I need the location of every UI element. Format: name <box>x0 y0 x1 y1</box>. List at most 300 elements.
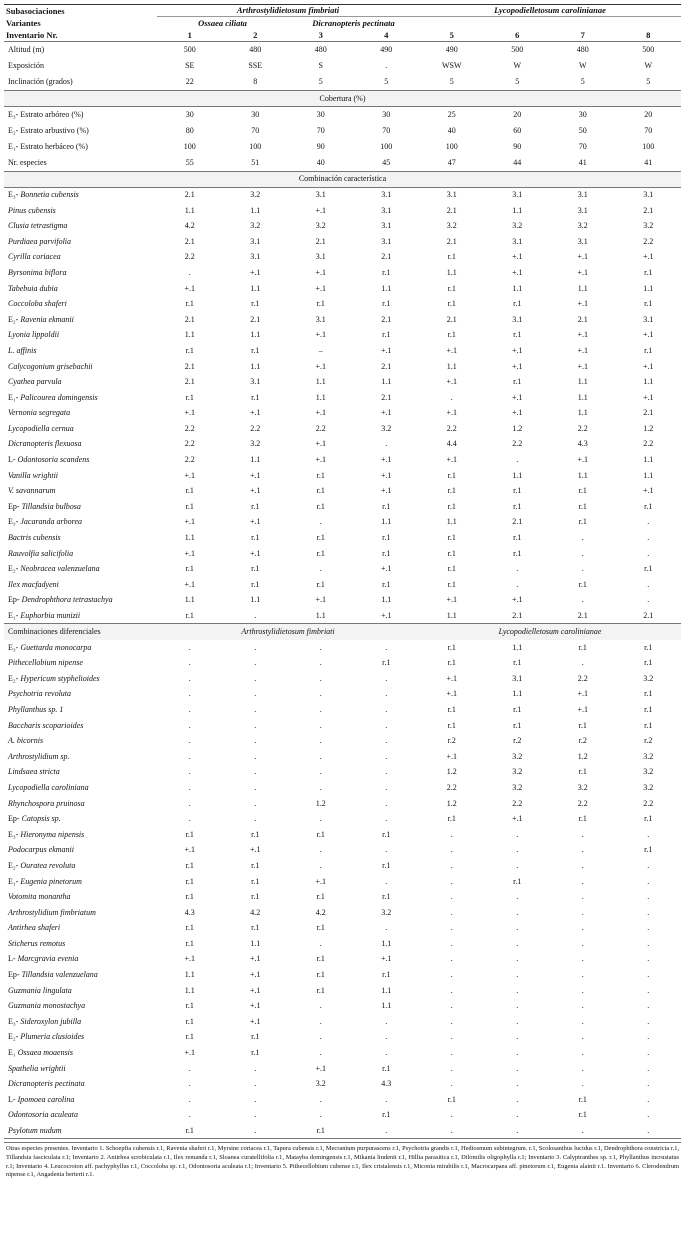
cover-value: +.1 <box>446 751 457 761</box>
cover-value: 30 <box>578 109 587 119</box>
cover-value: +.1 <box>577 689 588 699</box>
cover-value: 2.1 <box>381 392 392 402</box>
cover-value: . <box>516 1094 519 1104</box>
species-cell <box>4 983 157 999</box>
cover-value: r.1 <box>513 548 522 558</box>
cover-value: 2.2 <box>184 423 195 433</box>
species-cell <box>4 561 157 577</box>
cover-value: . <box>254 767 257 777</box>
cover-value: . <box>647 1110 650 1120</box>
species-name: Lindsaea stricta <box>8 767 60 777</box>
species-cell <box>4 203 157 219</box>
cover-value: 3.1 <box>381 205 392 215</box>
species-name: L. affinis <box>8 345 37 355</box>
cover-value: 3.2 <box>381 423 392 433</box>
cover-value: 4.3 <box>381 1079 392 1089</box>
species-name: Lycopodiella cernua <box>8 423 74 433</box>
species-name: Ossaea moaensis <box>17 1048 74 1058</box>
cover-value: r.1 <box>251 876 260 886</box>
species-cell <box>4 733 157 749</box>
species-name: Palicourea domingensis <box>20 392 98 402</box>
cover-value: . <box>647 533 650 543</box>
species-name: Vernonia segregata <box>8 408 71 418</box>
species-name: Vanilla wrightii <box>8 470 59 480</box>
cover-value: r.1 <box>316 533 325 543</box>
cover-value: r.1 <box>513 720 522 730</box>
species-cell <box>4 530 157 546</box>
cover-value: . <box>254 1094 257 1104</box>
cover-value: . <box>516 1016 519 1026</box>
species-name: Odontosoria aculeata <box>8 1110 78 1120</box>
cover-value: . <box>385 673 388 683</box>
cover-value: +.1 <box>446 673 457 683</box>
species-row <box>4 1030 681 1046</box>
diferenciales-title: Combinaciones diferenciales <box>4 624 157 640</box>
species-row <box>4 530 681 546</box>
cover-value: . <box>319 673 322 683</box>
cover-value: 1.1 <box>512 470 523 480</box>
species-row <box>4 1061 681 1077</box>
species-cell <box>4 640 157 656</box>
cover-value: 1.1 <box>184 970 195 980</box>
cover-value: 2.1 <box>446 236 457 246</box>
cover-value: 4.2 <box>184 221 195 231</box>
cover-value: . <box>254 673 257 683</box>
cover-value: . <box>319 720 322 730</box>
species-row <box>4 218 681 234</box>
cover-value: . <box>581 1016 584 1026</box>
species-cell <box>4 811 157 827</box>
cover-value: 4.3 <box>577 439 588 449</box>
diferenciales-sub-1: Arthrostylidietosum fimbriati <box>157 624 419 640</box>
species-row <box>4 250 681 266</box>
cover-value: . <box>385 782 388 792</box>
species-row <box>4 421 681 437</box>
cover-value: . <box>550 1123 616 1139</box>
cover-value: +.1 <box>577 345 588 355</box>
cover-value: . <box>647 1016 650 1026</box>
cover-value: +.1 <box>184 470 195 480</box>
cover-value: 3.2 <box>315 1079 326 1089</box>
species-cell <box>4 796 157 812</box>
data-row <box>4 42 681 58</box>
diferenciales-header-row <box>4 624 681 640</box>
cover-value: . <box>188 642 191 652</box>
species-cell <box>4 702 157 718</box>
species-name: Byrsonima biflora <box>8 267 67 277</box>
cover-value: 2.2 <box>184 252 195 262</box>
cover-value: r.1 <box>578 642 587 652</box>
cover-value: 2.2 <box>446 782 457 792</box>
row-label: E₂- Estrato arbustivo (%) <box>8 125 89 135</box>
cover-value: . <box>450 970 453 980</box>
cover-value: +.1 <box>184 408 195 418</box>
species-cell <box>4 921 157 937</box>
cover-value: 100 <box>642 142 655 152</box>
cover-value: r.1 <box>288 1123 354 1139</box>
footnote: Otras especies presentes. Inventario 1. Schoepfia cubensis r.1, Ravenia shaferi r.1, Myrsine coriacea r.1, Tapura cubensis r.1, Mecranium purpurascens r.1, Psychotria grandis r.1, Hediosmum subintegrum. r.1, Scolosanthus lucidus r.1, Dendrophthora constricta r.1, Tillandsia fasciculata r.1; Inventario 2. Antirhea scrobiculata r.1, Ilex remanda r.1, Sloanea curatellifolia r.1, Matayba domingensis r.1, Mikania lindenii r.1, Hillia parasitica r.1, Dilomilis oligophylla r.1; Inventario 3. Calyptranthes sp. r.1, Phyllanthus incrustatus r.1; Inventario 4. Leucocroton aff. pachyphyllus r.1, Coccoloba sp. r.1, Odontosoria aculeata r.1; Inventario 5. Pithecellobium cubense r.1, Ilex cristalensis r.1, Miconia mirabilis r.1, Macrocarpaea aff. pinetorum r.1, Eugenia alainii r.1. Inventario 6. Clerodendrum nipense r.1, Angadenia berterii r.1. <box>4 1142 681 1179</box>
cover-value: . <box>254 689 257 699</box>
cover-value: +.1 <box>577 455 588 465</box>
cover-value: r.1 <box>316 985 325 995</box>
species-name: Purdiaea parvifolia <box>8 236 72 246</box>
cover-value: 480 <box>249 45 262 55</box>
cover-value: r.1 <box>316 299 325 309</box>
cover-value: W <box>578 61 587 71</box>
species-cell <box>4 936 157 952</box>
cover-value: 2.1 <box>184 190 195 200</box>
cover-value: . <box>385 767 388 777</box>
cover-value: 90 <box>513 142 522 152</box>
cover-value: 1.1 <box>577 408 588 418</box>
cover-value: +.1 <box>184 517 195 527</box>
cover-value: r.1 <box>382 267 391 277</box>
row-label: E₁- Estrato herbáceo (%) <box>8 142 88 152</box>
species-row <box>4 1045 681 1061</box>
cover-value: 3.1 <box>512 673 523 683</box>
species-name: Clusia tetrastigma <box>8 221 68 231</box>
cover-value: 500 <box>183 45 196 55</box>
species-name: Ipomoea carolina <box>17 1094 75 1104</box>
species-row <box>4 359 681 375</box>
cover-value: . <box>581 533 584 543</box>
cover-value: +.1 <box>511 267 523 277</box>
cover-value: 3.2 <box>250 190 261 200</box>
species-cell <box>4 608 157 624</box>
cover-value: . <box>516 829 519 839</box>
cover-value: r.1 <box>644 345 653 355</box>
row-label: Altitud (m) <box>8 45 45 55</box>
cover-value: r.1 <box>447 579 456 589</box>
cover-value: . <box>188 267 191 277</box>
inventario-row <box>4 29 681 41</box>
cover-value: 8 <box>253 77 258 87</box>
cover-value: 3.2 <box>643 751 654 761</box>
species-cell <box>4 858 157 874</box>
cover-value: 3.1 <box>643 314 654 324</box>
cover-value: r.1 <box>185 923 194 933</box>
species-cell <box>4 390 157 406</box>
inventory-number: 5 <box>419 29 485 41</box>
cover-value: r.1 <box>316 829 325 839</box>
cover-value: 1.1 <box>446 517 457 527</box>
species-row <box>4 546 681 562</box>
cover-value: r.1 <box>382 299 391 309</box>
species-row <box>4 343 681 359</box>
cover-value: +.1 <box>577 704 588 714</box>
cover-value: r.1 <box>644 299 653 309</box>
cover-value: 1.2 <box>315 798 326 808</box>
species-cell <box>4 874 157 890</box>
cover-value: . <box>581 907 584 917</box>
cover-value: . <box>647 517 650 527</box>
cover-value: 1.1 <box>381 517 392 527</box>
cover-value: . <box>647 892 650 902</box>
stratum-prefix: E₂- <box>8 860 21 870</box>
cover-value: . <box>450 1016 453 1026</box>
cover-value: +.1 <box>249 985 261 995</box>
cover-value: 3.2 <box>643 673 654 683</box>
cover-value: 60 <box>513 125 522 135</box>
cover-value: . <box>188 736 191 746</box>
stratum-prefix: E₃- <box>8 642 21 652</box>
cover-value: . <box>254 798 257 808</box>
cover-value: +.1 <box>249 408 261 418</box>
cover-value: r.1 <box>644 720 653 730</box>
species-name: Pinus cubensis <box>8 205 56 215</box>
cover-value: . <box>385 1048 388 1058</box>
cover-value: r.1 <box>185 938 194 948</box>
cover-value: 2.1 <box>512 610 523 620</box>
cover-value: 3.2 <box>577 221 588 231</box>
species-cell <box>4 1030 157 1046</box>
cover-value: +.1 <box>315 330 326 340</box>
stratum-prefix: E₁- <box>8 876 21 886</box>
species-name: Catopsis sp. <box>21 814 61 824</box>
cover-value: . <box>319 689 322 699</box>
cover-value: 100 <box>380 142 393 152</box>
cover-value: 2.1 <box>446 205 457 215</box>
species-row <box>4 1076 681 1092</box>
species-name: Jacaranda arborea <box>20 517 83 527</box>
cover-value: +.1 <box>446 595 457 605</box>
cover-value: . <box>450 1032 453 1042</box>
cover-value: r.1 <box>251 579 260 589</box>
cover-value: 1.1 <box>381 377 392 387</box>
cover-value: . <box>319 1094 322 1104</box>
subasociaciones-row <box>4 5 681 17</box>
species-cell <box>4 749 157 765</box>
cover-value: 1.1 <box>512 205 523 215</box>
species-row <box>4 265 681 281</box>
species-name: Bonnetia cubensis <box>20 190 79 200</box>
species-cell <box>4 483 157 499</box>
inventory-number: 2 <box>223 29 289 41</box>
cover-value: 1.1 <box>446 610 457 620</box>
cover-value: 2.1 <box>184 236 195 246</box>
cover-value: . <box>385 1016 388 1026</box>
stratum-prefix: Ep- <box>8 501 22 511</box>
species-cell <box>4 1092 157 1108</box>
species-row <box>4 780 681 796</box>
cover-value: r.1 <box>382 970 391 980</box>
cover-value: 2.1 <box>381 314 392 324</box>
species-row <box>4 1123 681 1139</box>
cover-value: 480 <box>314 45 327 55</box>
cover-value: . <box>450 923 453 933</box>
cover-value: . <box>254 658 257 668</box>
species-row <box>4 406 681 422</box>
species-row <box>4 483 681 499</box>
cover-value: 70 <box>382 125 391 135</box>
cover-value: r.1 <box>447 299 456 309</box>
species-name: V. savannarum <box>8 486 56 496</box>
cover-value: 1.1 <box>512 642 523 652</box>
species-name: Cyrilla coriacea <box>8 252 61 262</box>
cover-value: S <box>318 61 323 71</box>
species-name: Tabebuia dubia <box>8 283 58 293</box>
cover-value: +.1 <box>380 564 392 574</box>
cover-value: +.1 <box>511 361 523 371</box>
cover-value: . <box>319 1016 322 1026</box>
cover-value: r.1 <box>578 1094 587 1104</box>
cover-value: 44 <box>513 158 522 168</box>
cover-value: . <box>254 720 257 730</box>
species-row <box>4 967 681 983</box>
cover-value: +.1 <box>380 455 392 465</box>
cover-value: . <box>581 938 584 948</box>
cover-value: r.1 <box>316 548 325 558</box>
species-name: Guzmania lingulata <box>8 985 72 995</box>
inventory-number: 6 <box>485 29 551 41</box>
cover-value: 3.2 <box>643 767 654 777</box>
species-row <box>4 203 681 219</box>
cover-value: r.1 <box>447 470 456 480</box>
species-cell <box>4 1045 157 1061</box>
cover-value: +.1 <box>511 408 523 418</box>
cover-value: r.1 <box>644 267 653 277</box>
species-cell <box>4 593 157 609</box>
cover-value: r.1 <box>447 533 456 543</box>
cover-value: 1.1 <box>577 283 588 293</box>
species-name: Spathelia wrightii <box>8 1063 66 1073</box>
cover-value: 1.1 <box>184 985 195 995</box>
cover-value: r.1 <box>382 1110 391 1120</box>
cover-value: . <box>319 1032 322 1042</box>
cover-value: 1.1 <box>250 283 261 293</box>
species-name: Tillandsia valenzuelana <box>21 970 98 980</box>
species-cell <box>4 843 157 859</box>
inventario-label: Inventario Nr. <box>4 29 157 41</box>
cover-value: r.1 <box>447 814 456 824</box>
cover-value: 3.1 <box>512 314 523 324</box>
cover-value: 4.4 <box>446 439 457 449</box>
cover-value: +.1 <box>315 205 326 215</box>
cover-value: . <box>485 1123 551 1139</box>
cover-value: 3.1 <box>250 252 261 262</box>
species-row <box>4 905 681 921</box>
cover-value: r.1 <box>447 564 456 574</box>
species-row <box>4 983 681 999</box>
cover-value: . <box>516 938 519 948</box>
cover-value: r.1 <box>578 1110 587 1120</box>
species-cell <box>4 406 157 422</box>
cover-value: 2.2 <box>184 439 195 449</box>
cover-value: 2.1 <box>643 205 654 215</box>
species-name: Dicranopteris flexuosa <box>8 439 82 449</box>
cover-value: 70 <box>644 125 653 135</box>
cover-value: r.1 <box>251 923 260 933</box>
species-cell <box>4 967 157 983</box>
stratum-prefix: L- <box>8 455 18 465</box>
species-cell <box>4 1076 157 1092</box>
cover-value: r.1 <box>382 548 391 558</box>
cover-value: . <box>188 1063 191 1073</box>
stratum-prefix: E₁- <box>8 610 21 620</box>
cover-value: r.1 <box>382 860 391 870</box>
cover-value: +.1 <box>446 455 457 465</box>
cover-value: r.1 <box>185 892 194 902</box>
cover-value: r.1 <box>251 1032 260 1042</box>
species-cell <box>4 468 157 484</box>
cover-value: . <box>188 673 191 683</box>
cover-value: r.1 <box>382 658 391 668</box>
cover-value: 1.1 <box>512 689 523 699</box>
species-row <box>4 281 681 297</box>
cover-value: 3.2 <box>577 782 588 792</box>
cover-value: . <box>450 892 453 902</box>
cover-value: 3.1 <box>381 236 392 246</box>
cover-value: r.1 <box>251 892 260 902</box>
cover-value: r.1 <box>578 579 587 589</box>
inventory-number: 1 <box>157 29 223 41</box>
cover-value: 5 <box>646 77 651 87</box>
cover-value: 2.2 <box>250 423 261 433</box>
cover-value: . <box>385 923 388 933</box>
cover-value: r.1 <box>447 486 456 496</box>
species-row <box>4 733 681 749</box>
cover-value: . <box>581 548 584 558</box>
cover-value: +.1 <box>642 330 654 340</box>
species-cell <box>4 328 157 344</box>
cover-value: . <box>254 814 257 824</box>
cover-value: . <box>647 985 650 995</box>
cover-value: . <box>516 564 519 574</box>
species-row <box>4 1014 681 1030</box>
cover-value: r.1 <box>644 501 653 511</box>
cover-value: 2.1 <box>446 314 457 324</box>
cover-value: . <box>450 954 453 964</box>
cover-value: r.1 <box>382 330 391 340</box>
cover-value: +.1 <box>249 1001 261 1011</box>
cover-value: 3.1 <box>643 190 654 200</box>
cover-value: 2.2 <box>512 439 523 449</box>
cover-value: r.1 <box>251 299 260 309</box>
cover-value: 2.1 <box>250 314 261 324</box>
cover-value: . <box>581 595 584 605</box>
subasociaciones-label: Subasociaciones <box>4 5 157 17</box>
stratum-prefix: E₃- <box>8 517 21 527</box>
cover-value: W <box>644 61 653 71</box>
species-row <box>4 1092 681 1108</box>
cover-value: +.1 <box>380 486 392 496</box>
cover-value: 1.1 <box>250 455 261 465</box>
cover-value: 3.1 <box>512 236 523 246</box>
cover-value: r.1 <box>185 829 194 839</box>
cover-value: 30 <box>316 109 325 119</box>
cover-value: r.1 <box>578 501 587 511</box>
cover-value: +.1 <box>511 345 523 355</box>
cover-value: +.1 <box>380 345 392 355</box>
cover-value: . <box>385 689 388 699</box>
species-name: Hieronyma nipensis <box>20 829 85 839</box>
cover-value: +.1 <box>249 486 261 496</box>
cover-value: r.1 <box>251 345 260 355</box>
cover-value: +.1 <box>184 579 195 589</box>
stratum-prefix: E₃- <box>8 1016 21 1026</box>
cover-value: 70 <box>251 125 260 135</box>
cover-value: . <box>254 1079 257 1089</box>
species-name: Eugenia pinetorum <box>20 876 82 886</box>
species-name: Arthrostylidium fimbriatum <box>8 907 96 917</box>
cover-value: . <box>188 782 191 792</box>
species-row <box>4 577 681 593</box>
cover-value: . <box>581 1079 584 1089</box>
species-name: Arthrostylidium sp. <box>8 751 70 761</box>
cover-value: 70 <box>316 125 325 135</box>
cover-value: 1.2 <box>446 767 457 777</box>
species-cell <box>4 765 157 781</box>
